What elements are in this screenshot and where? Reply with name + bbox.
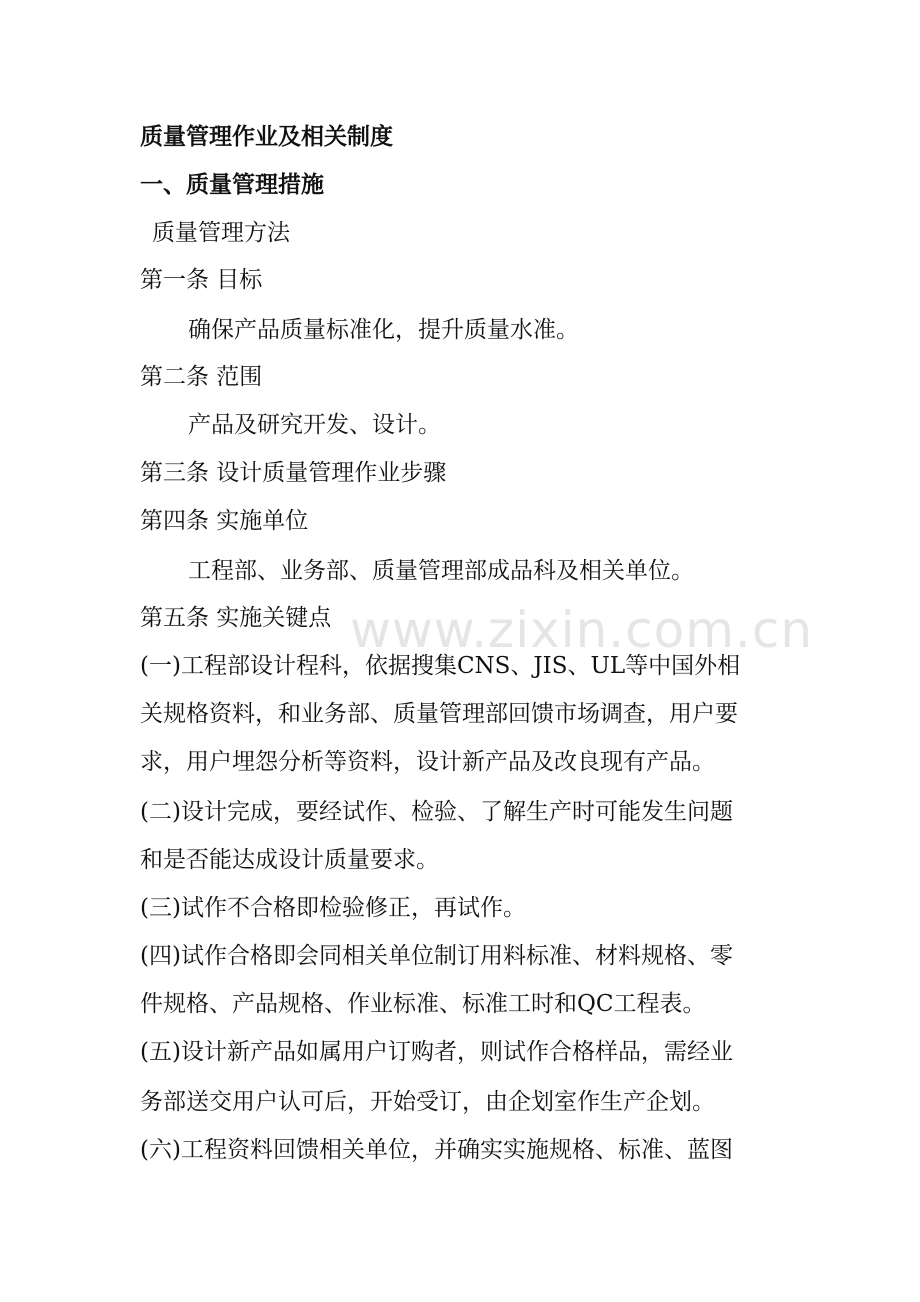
watermark: www.zixin.com.cn [350, 601, 814, 659]
section-heading: 一、质量管理措施 [140, 171, 324, 198]
article-heading-4: 第四条 实施单位 [140, 508, 309, 534]
article-body-1: 确保产品质量标准化，提升质量水准。 [188, 317, 579, 343]
article-heading-5: 第五条 实施关键点 [140, 605, 332, 631]
point-4-line-2: 件规格、产品规格、作业标准、标准工时和QC工程表。 [140, 991, 706, 1017]
point-2-line-2: 和是否能达成设计质量要求。 [140, 847, 439, 873]
subheading: 质量管理方法 [152, 220, 290, 246]
article-heading-3: 第三条 设计质量管理作业步骤 [140, 460, 447, 486]
point-5-line-1: (五)设计新产品如属用户订购者，则试作合格样品，需经业 [140, 1039, 733, 1065]
point-1-line-2: 关规格资料，和业务部、质量管理部回馈市场调查，用户要 [140, 701, 738, 727]
point-5-line-2: 务部送交用户认可后，开始受订，由企划室作生产企划。 [140, 1089, 715, 1115]
point-6-line-1: (六)工程资料回馈相关单位，并确实实施规格、标准、蓝图 [140, 1137, 733, 1163]
document-title: 质量管理作业及相关制度 [140, 123, 393, 150]
point-1-line-3: 求，用户埋怨分析等资料，设计新产品及改良现有产品。 [140, 749, 715, 775]
article-heading-2: 第二条 范围 [140, 364, 263, 390]
article-body-2: 产品及研究开发、设计。 [188, 412, 441, 438]
point-4-line-1: (四)试作合格即会同相关单位制订用料标准、材料规格、零 [140, 943, 733, 969]
point-2-line-1: (二)设计完成，要经试作、检验、了解生产时可能发生问题 [140, 799, 733, 825]
article-heading-1: 第一条 目标 [140, 267, 263, 293]
point-1-line-1: (一)工程部设计程科，依据搜集CNS、JIS、UL等中国外相 [140, 653, 741, 679]
article-body-4: 工程部、业务部、质量管理部成品科及相关单位。 [188, 558, 694, 584]
point-3-line-1: (三)试作不合格即检验修正，再试作。 [140, 895, 526, 921]
